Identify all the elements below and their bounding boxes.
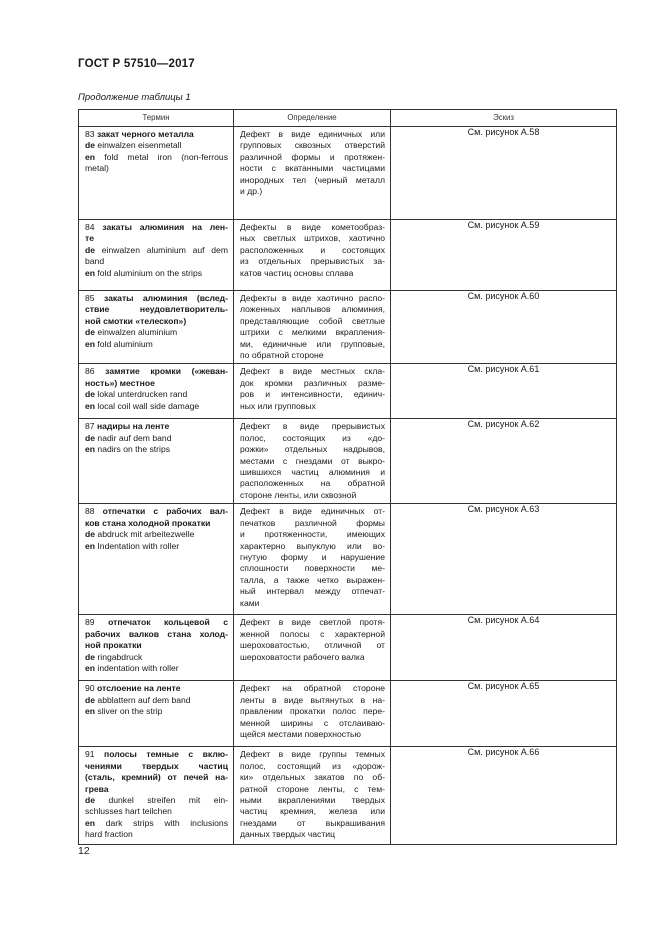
definition-line: правлении прокатки полос пере-	[240, 706, 385, 717]
definition-line: местами с гнездами от выкро-	[240, 455, 385, 466]
term-cell: 89 отпечаток кольцевой с рабочих валков стана холод- ной прокатки de ringabdruck en indentation with roller	[79, 615, 234, 681]
definition-line: Дефект в виде группы темных	[240, 749, 385, 760]
definition-line: ратной стороне ленты, с тем-	[240, 783, 385, 794]
term-name-cont: грева	[85, 783, 109, 794]
definition-line: менной ширины с отслаиваю-	[240, 717, 385, 728]
sketch-reference: См. рисунок А.65	[391, 681, 617, 747]
definition-line: стороне ленты, или сквозной	[240, 489, 357, 500]
definition-line: частиц кремния, железа или	[240, 806, 385, 817]
terms-table	[78, 109, 617, 845]
definition-line: Дефект в виде единичных или	[240, 129, 385, 139]
definition-line: женной полосы с характерной	[240, 628, 385, 639]
term-name: отпечатки с рабочих вал-	[102, 506, 229, 517]
term-en: indentation with roller	[97, 663, 179, 674]
definition-line: ный интервал между отпечат-	[240, 586, 385, 597]
table-row	[79, 747, 617, 845]
definition-line: и протяженности, имеющих	[240, 529, 385, 540]
definition-line: различной формы и протяжен-	[240, 151, 385, 162]
term-number: 83	[85, 129, 95, 139]
definition-line: Дефекты в виде хаотично распо-	[240, 293, 385, 303]
sketch-reference: См. рисунок А.61	[391, 364, 617, 419]
table-row	[79, 220, 617, 291]
term-name-cont: чениями твердых частиц	[85, 760, 228, 771]
term-de: lokal unterdrucken rand	[97, 389, 188, 400]
term-name: отпечаток кольцевой с	[108, 617, 229, 628]
term-number: 88	[85, 506, 95, 517]
definition-cell	[234, 220, 391, 291]
term-cell: 85 закаты алюминия (вслед- ствие неудовлетворитель- ной смотки «телескоп») de einwalzen aluminium en fold aluminium	[79, 291, 234, 364]
term-name-cont: ков стана холодной прокатки	[85, 517, 211, 528]
term-en: dark strips with inclusions	[105, 817, 229, 828]
term-name: закат черного металла	[96, 129, 194, 139]
term-cell: 87 надиры на ленте de nadir auf dem band en nadirs on the strips	[79, 419, 234, 504]
definition-line: ных светлых штрихов, хаотично	[240, 233, 385, 244]
definition-cell	[234, 615, 391, 681]
term-cell: 90 отслоение на ленте de abblattern auf dem band en sliver on the strip	[79, 681, 234, 747]
sketch-reference: См. рисунок А.62	[391, 419, 617, 504]
term-name: замятие кромки («жеван-	[105, 366, 228, 377]
term-number: 91	[85, 749, 95, 760]
definition-line: щейся местами поверхностью	[240, 729, 361, 740]
term-cell: 88 отпечатки с рабочих вал- ков стана холодной прокатки de abdruck mit arbeitezwelle en Indentation with roller	[79, 504, 234, 615]
term-de-cont: schlusses hart teilchen	[85, 806, 172, 817]
definition-line: ленты в виде вытянутых в на-	[240, 694, 385, 705]
definition-line: по обратной стороне	[240, 350, 324, 361]
term-en: local coil wall side damage	[97, 400, 200, 411]
term-name: отслоение на ленте	[96, 683, 181, 694]
definition-line: характерно выпуклую или во-	[240, 540, 385, 551]
definition-cell	[234, 504, 391, 615]
definition-cell	[234, 364, 391, 419]
definition-line: шероховатостью, отличной от	[240, 640, 385, 651]
term-name-cont: рабочих валков стана холод-	[85, 628, 228, 639]
term-en-cont: hard fraction	[85, 829, 133, 840]
term-name-cont: ной прокатки	[85, 640, 142, 651]
term-cell: 84 закаты алюминия на лен- те de einwalzen aluminium auf dem band en fold aluminium on the strips	[79, 220, 234, 291]
definition-line: Дефект в виде светлой протя-	[240, 617, 385, 628]
definition-line: полос, состоящих из «до-	[240, 432, 385, 443]
term-number: 90	[85, 683, 95, 694]
term-name-cont: ствие неудовлетворитель-	[85, 304, 228, 315]
definition-line: катов частиц основы сплава	[240, 267, 354, 278]
term-name: надиры на ленте	[96, 421, 170, 432]
sketch-reference: См. рисунок А.63	[391, 504, 617, 615]
term-number: 86	[85, 366, 95, 377]
table-continuation-caption: Продолжение таблицы 1	[78, 92, 191, 103]
page-number: 12	[78, 845, 90, 857]
table-row	[79, 615, 617, 681]
definition-line: шероховатости рабочего валка	[240, 651, 365, 662]
definition-line: док кромки различных разме-	[240, 377, 385, 388]
term-number: 87	[85, 421, 95, 432]
term-name: закаты алюминия на лен-	[102, 222, 228, 232]
term-de: nadir auf dem band	[97, 432, 172, 443]
definition-line: Дефект в виде прерывистых	[240, 421, 385, 432]
definition-line: ки» отдельных закатов по об-	[240, 772, 385, 783]
sketch-reference: См. рисунок А.58	[391, 127, 617, 220]
definition-cell	[234, 747, 391, 845]
definition-line: расположенных и состоящих	[240, 244, 385, 255]
definition-line: ными вкраплениями твердых	[240, 795, 385, 806]
definition-line: представляющие собой светлые	[240, 315, 385, 326]
definition-line: данных твердых частиц	[240, 829, 336, 840]
term-cell: 86 замятие кромки («жеван- ность») местное de lokal unterdrucken rand en local coil wall side damage	[79, 364, 234, 419]
term-number: 84	[85, 222, 95, 232]
definition-line: полос, состоящий из «дорож-	[240, 760, 385, 771]
term-de: abblattern auf dem band	[97, 694, 191, 705]
term-cell: 91 полосы темные с вклю- чениями твердых частиц (сталь, кремний) от печей на- грева de dunkel streifen mit ein- schlusses hart teilchen en dark strips with inclusions hard fraction	[79, 747, 234, 845]
definition-cell	[234, 127, 391, 220]
definition-cell	[234, 681, 391, 747]
sketch-reference: См. рисунок А.60	[391, 291, 617, 364]
table-row	[79, 681, 617, 747]
definition-line: шившихся частиц алюминия и	[240, 467, 385, 478]
term-de: dunkel streifen mit ein-	[108, 795, 228, 806]
term-de: einwalzen eisenmetall	[97, 140, 182, 151]
table-header-row	[79, 110, 617, 127]
term-en-cont: metal)	[85, 163, 109, 174]
table-row	[79, 364, 617, 419]
definition-line: печатков различной формы	[240, 517, 385, 528]
term-de: ringabdruck	[97, 651, 143, 662]
column-header-definition: Определение	[234, 110, 391, 127]
definition-line: ности с вкатанными частицами	[240, 163, 385, 174]
term-en: fold aluminium	[97, 338, 153, 349]
definition-cell	[234, 419, 391, 504]
term-number: 89	[85, 617, 95, 628]
definition-cell	[234, 291, 391, 364]
term-de: abdruck mit arbeitezwelle	[97, 529, 195, 540]
column-header-sketch: Эскиз	[391, 110, 617, 127]
term-name-cont: те	[85, 233, 94, 244]
definition-line: ками	[240, 597, 260, 608]
term-en: Indentation with roller	[97, 540, 180, 551]
definition-line: Дефект в виде местных скла-	[240, 366, 385, 377]
sketch-reference: См. рисунок А.66	[391, 747, 617, 845]
definition-line: рожки» отдельных надрывов,	[240, 444, 385, 455]
sketch-reference: См. рисунок А.59	[391, 220, 617, 291]
sketch-reference: См. рисунок А.64	[391, 615, 617, 681]
term-number: 85	[85, 293, 95, 303]
term-de-cont: band	[85, 256, 105, 267]
term-name-cont: (сталь, кремний) от печей на-	[85, 772, 228, 783]
definition-line: гнутую форму и нарушение	[240, 552, 385, 563]
definition-line: штрихи с мелкими вкрапления-	[240, 327, 385, 338]
document-code: ГОСТ Р 57510—2017	[78, 58, 195, 70]
definition-line: Дефекты в виде кометообраз-	[240, 222, 385, 232]
table-row	[79, 504, 617, 615]
term-en: fold aluminium on the strips	[97, 267, 203, 278]
definition-line: талла, а также четко выражен-	[240, 574, 385, 585]
table-row	[79, 419, 617, 504]
term-name-cont: ной смотки «телескоп»)	[85, 315, 187, 326]
definition-line: из отдельных прерывистых за-	[240, 256, 385, 267]
term-de: einwalzen aluminium	[97, 327, 178, 338]
definition-line: инородных тел (черный металл	[240, 174, 385, 185]
term-cell: 83 закат черного металла de einwalzen eisenmetall en fold metal iron (non-ferrous metal)	[79, 127, 234, 220]
definition-line: ложенных наплывов алюминия,	[240, 304, 385, 315]
term-en: sliver on the strip	[97, 706, 163, 717]
term-name: закаты алюминия (вслед-	[103, 293, 228, 303]
definition-line: Дефект в виде единичных от-	[240, 506, 385, 517]
definition-line: расположенных на обратной	[240, 478, 385, 489]
table-row	[79, 291, 617, 364]
definition-line: сплошности поверхности ме-	[240, 563, 385, 574]
term-de: einwalzen aluminium auf dem	[101, 244, 228, 255]
definition-line: Дефект на обратной стороне	[240, 683, 385, 694]
definition-line: ров и интенсивности, единич-	[240, 389, 385, 400]
table-row	[79, 127, 617, 220]
term-name-cont: ность») местное	[85, 377, 155, 388]
definition-line: групповых сквозных отверстий	[240, 140, 385, 151]
definition-line: ми, единичные или групповые,	[240, 338, 385, 349]
definition-line: ных или групповых	[240, 400, 316, 411]
term-name: полосы темные с вклю-	[104, 749, 228, 760]
term-en: nadirs on the strips	[97, 444, 171, 455]
term-en: fold metal iron (non-ferrous	[104, 151, 229, 162]
column-header-term: Термин	[79, 110, 234, 127]
definition-line: гнездами от выкрашивания	[240, 817, 385, 828]
definition-line: и др.)	[240, 186, 263, 197]
